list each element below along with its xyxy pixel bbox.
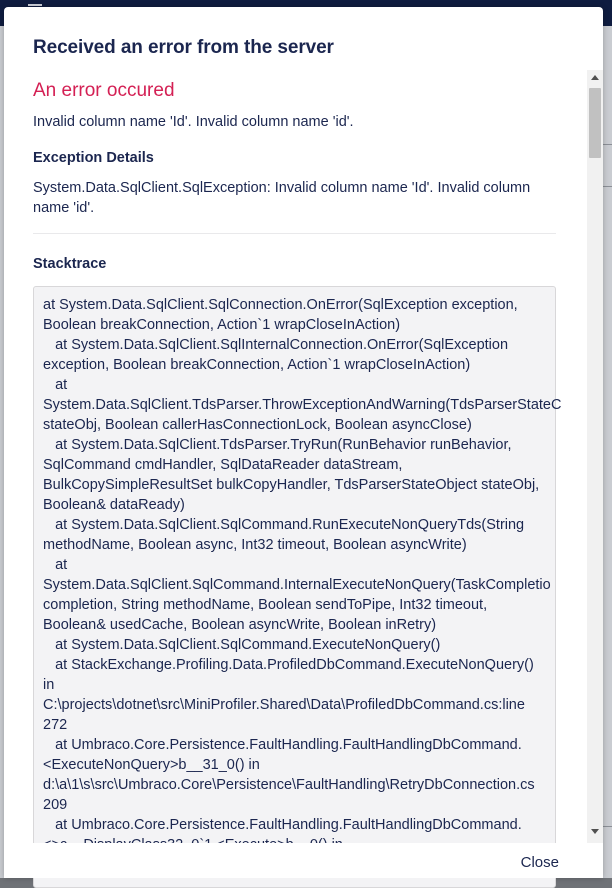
section-divider	[33, 233, 556, 234]
error-dialog	[4, 7, 603, 878]
dialog-title: Received an error from the server	[33, 37, 334, 58]
scroll-thumb[interactable]	[589, 88, 601, 158]
backdrop-edge-right	[602, 26, 612, 878]
dialog-footer	[4, 843, 603, 878]
scroll-down-icon[interactable]	[591, 829, 599, 834]
header-accent	[28, 4, 42, 6]
dialog-scrollbar[interactable]	[587, 70, 603, 843]
stacktrace-label: Stacktrace	[33, 256, 107, 272]
error-message: Invalid column name 'Id'. Invalid column name 'id'.	[33, 114, 354, 130]
exception-details-label: Exception Details	[33, 150, 154, 166]
stacktrace-box[interactable]	[33, 286, 562, 888]
error-heading: An error occured	[33, 80, 175, 101]
scroll-up-icon[interactable]	[591, 75, 599, 80]
stacktrace-text: at System.Data.SqlClient.SqlConnection.OnError(SqlException exception, Boolean breakConnection, Action`1 wrapCloseInAction) at System.Data.SqlClient.SqlInternalConnection.OnError(SqlException exception, Boolean breakConnection, Action`1 wrapCloseInAction) at System.Data.SqlClient.TdsParser.ThrowExceptionAndWarning(TdsParserStateC stateObj, Boolean callerHasConnectionLock, Boolean asyncClose) at System.Data.SqlClient.TdsParser.TryRun(RunBehavior runBehavior, SqlCommand cmdHandler, SqlDataReader dataStream, BulkCopySimpleResultSet bulkCopyHandler, TdsParserStateObject stateObj, Boolean& dataReady) at System.Data.SqlClient.SqlCommand.RunExecuteNonQueryTds(String methodName, Boolean async, Int32 timeout, Boolean asyncWrite) at System.Data.SqlClient.SqlCommand.InternalExecuteNonQuery(TaskCompletio completion, String methodName, Boolean sendToPipe, Int32 timeout, Boolean& usedCache, Boolean asyncWrite, Boolean inRetry) at System.Data.SqlClient.SqlCommand.ExecuteNonQuery() at StackExchange.Profiling.Data.ProfiledDbCommand.ExecuteNonQuery() in C:\projects\dotnet\src\MiniProfiler.Shared\Data\ProfiledDbCommand.cs:line 272 at Umbraco.Core.Persistence.FaultHandling.FaultHandlingDbCommand. <ExecuteNonQuery>b__31_0() in d:\a\1\s\src\Umbraco.Core\Persistence\FaultHandling\RetryDbConnection.cs 209 at Umbraco.Core.Persistence.FaultHandling.FaultHandlingDbCommand.	[43, 297, 562, 833]
close-button[interactable]: Close	[520, 854, 559, 871]
exception-details-text: System.Data.SqlClient.SqlException: Invalid column name 'Id'. Invalid column name 'id'.	[33, 180, 531, 216]
dialog-scroll-content[interactable]	[4, 70, 584, 843]
